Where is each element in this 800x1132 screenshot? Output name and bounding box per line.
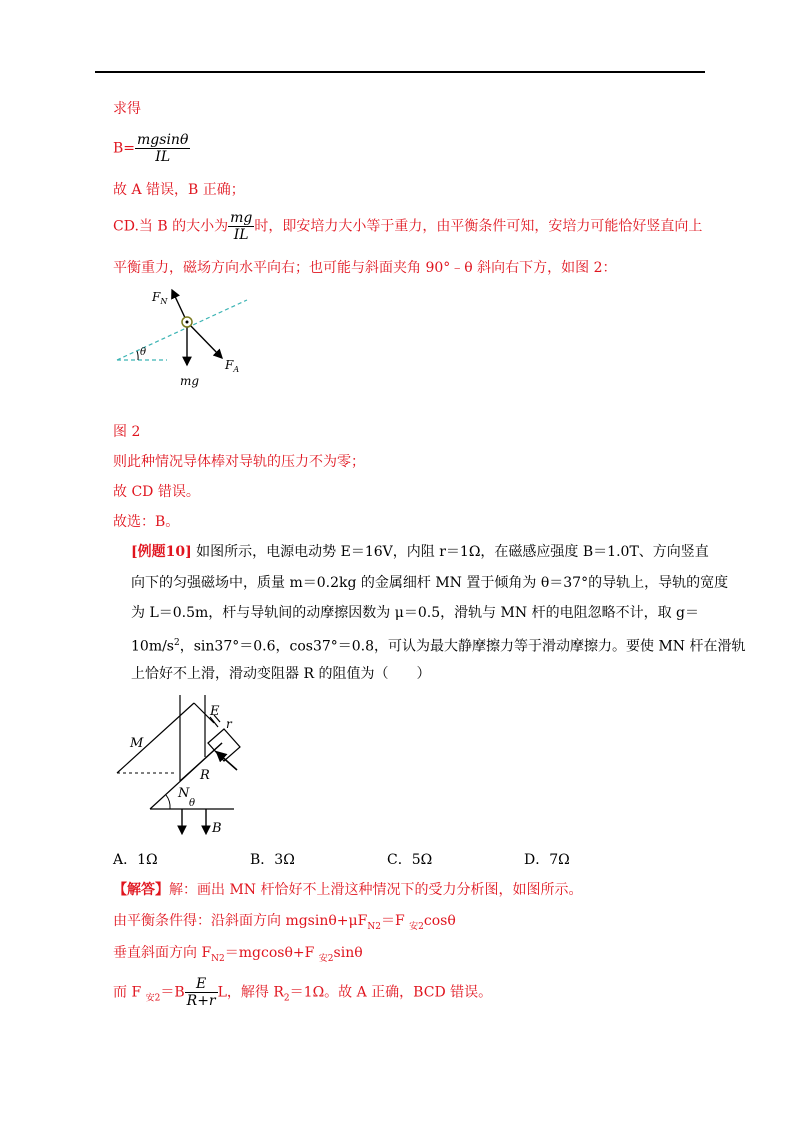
- text-choose-b: 故选：B。: [113, 514, 180, 530]
- label-b: B: [212, 821, 222, 836]
- example-10-line-1: [例题10] 如图所示，电源电动势 E＝16V，内阻 r＝1Ω，在磁感应强度 B＝1.0T、方向竖直: [131, 544, 709, 560]
- figure-2-force-diagram: [112, 285, 252, 395]
- header-rule: [95, 71, 705, 73]
- label-theta-2: θ: [189, 798, 196, 809]
- figure-2-caption: 图 2: [113, 424, 141, 440]
- example-10-line-3: 为 L＝0.5m，杆与导轨间的动摩擦因数为 μ＝0.5，滑轨与 MN 杆的电阻忽略不计，取 g＝: [131, 605, 699, 621]
- text-qiude: 求得: [113, 101, 141, 117]
- label-m: M: [130, 736, 144, 751]
- answer-tag: 【解答】: [113, 882, 169, 898]
- resistor-box: [208, 729, 240, 761]
- label-r-big: R: [200, 768, 210, 783]
- example-10-line-4: $10m/s^2$，sin37°＝0.6，cos37°＝0.8，可认为最大静摩擦力等于滑动摩擦力。要使 MN 杆在滑轨: [131, 638, 746, 655]
- theta-arc-2: [166, 795, 170, 809]
- option-b[interactable]: B．3Ω: [250, 852, 295, 868]
- text-balance: 平衡重力，磁场方向水平向右；也可能与斜面夹角 90°﹣θ 斜向右下方，如图 2：: [113, 260, 617, 276]
- answer-line-4: 而 F $_{安2}$＝B $\frac{E}{R+r}$ L，解得 $R_2=1\Omega$。故 A 正确，BCD 错误。: [113, 976, 493, 1009]
- conductor-dot: [186, 321, 189, 324]
- label-e: E: [210, 704, 220, 719]
- label-r-small: r: [226, 717, 232, 731]
- rail-upper: [117, 703, 194, 773]
- answer-line-1: 【解答】解：画出 MN 杆恰好不上滑这种情况下的受力分析图，如图所示。: [113, 882, 583, 898]
- text-cd-wrong: 故 CD 错误。: [113, 484, 200, 500]
- example-10-circuit-figure: [112, 695, 252, 837]
- text-a-wrong: 故 A 错误，B 正确；: [113, 182, 245, 198]
- answer-line-2: 由平衡条件得：沿斜面方向 $mgsin\theta+\mu F_{N2}=F$ $_{安2}$cosθ: [113, 913, 456, 932]
- theta-label: θ: [140, 347, 147, 358]
- answer-line-3: 垂直斜面方向 $F_{N2}=mgcos\theta+F$ $_{安2}$sinθ: [113, 945, 363, 964]
- theta-arc: [137, 351, 138, 360]
- option-c[interactable]: C．5Ω: [387, 852, 433, 868]
- mg-label: mg: [180, 374, 200, 388]
- fn-label: $F_N$: [152, 290, 168, 306]
- b-fraction: $\frac{mgsin\theta}{IL}$: [137, 132, 189, 165]
- e-over-rr-fraction: $\frac{E}{R+r}$: [186, 976, 216, 1009]
- label-n: N: [178, 786, 190, 801]
- text-cd-analysis: CD.当 B 的大小为 $\frac{mg}{IL}$ 时，即安培力大小等于重力，由平衡条件可知，安培力可能恰好竖直向上: [113, 210, 703, 243]
- mg-over-il-fraction: $\frac{mg}{IL}$: [230, 210, 253, 243]
- example-10-line-2: 向下的匀强磁场中，质量 m＝0.2kg 的金属细杆 MN 置于倾角为 θ＝37°的导轨上，导轨的宽度: [131, 575, 729, 591]
- fa-label: $F_A$: [225, 358, 240, 374]
- option-d[interactable]: D．7Ω: [524, 852, 570, 868]
- option-a[interactable]: A．1Ω: [113, 852, 158, 868]
- fa-arrow: [187, 322, 222, 358]
- rheostat-arrow: [219, 754, 237, 770]
- b-formula: B= $\frac{mgsin\theta}{IL}$: [113, 132, 189, 165]
- options-row: [113, 850, 713, 870]
- example-10-line-5: 上恰好不上滑，滑动变阻器 R 的阻值为（ ）: [131, 666, 431, 682]
- example-tag: [例题10]: [131, 544, 192, 560]
- incline-line: [117, 300, 247, 360]
- text-pressure: 则此种情况导体棒对导轨的压力不为零；: [113, 454, 365, 470]
